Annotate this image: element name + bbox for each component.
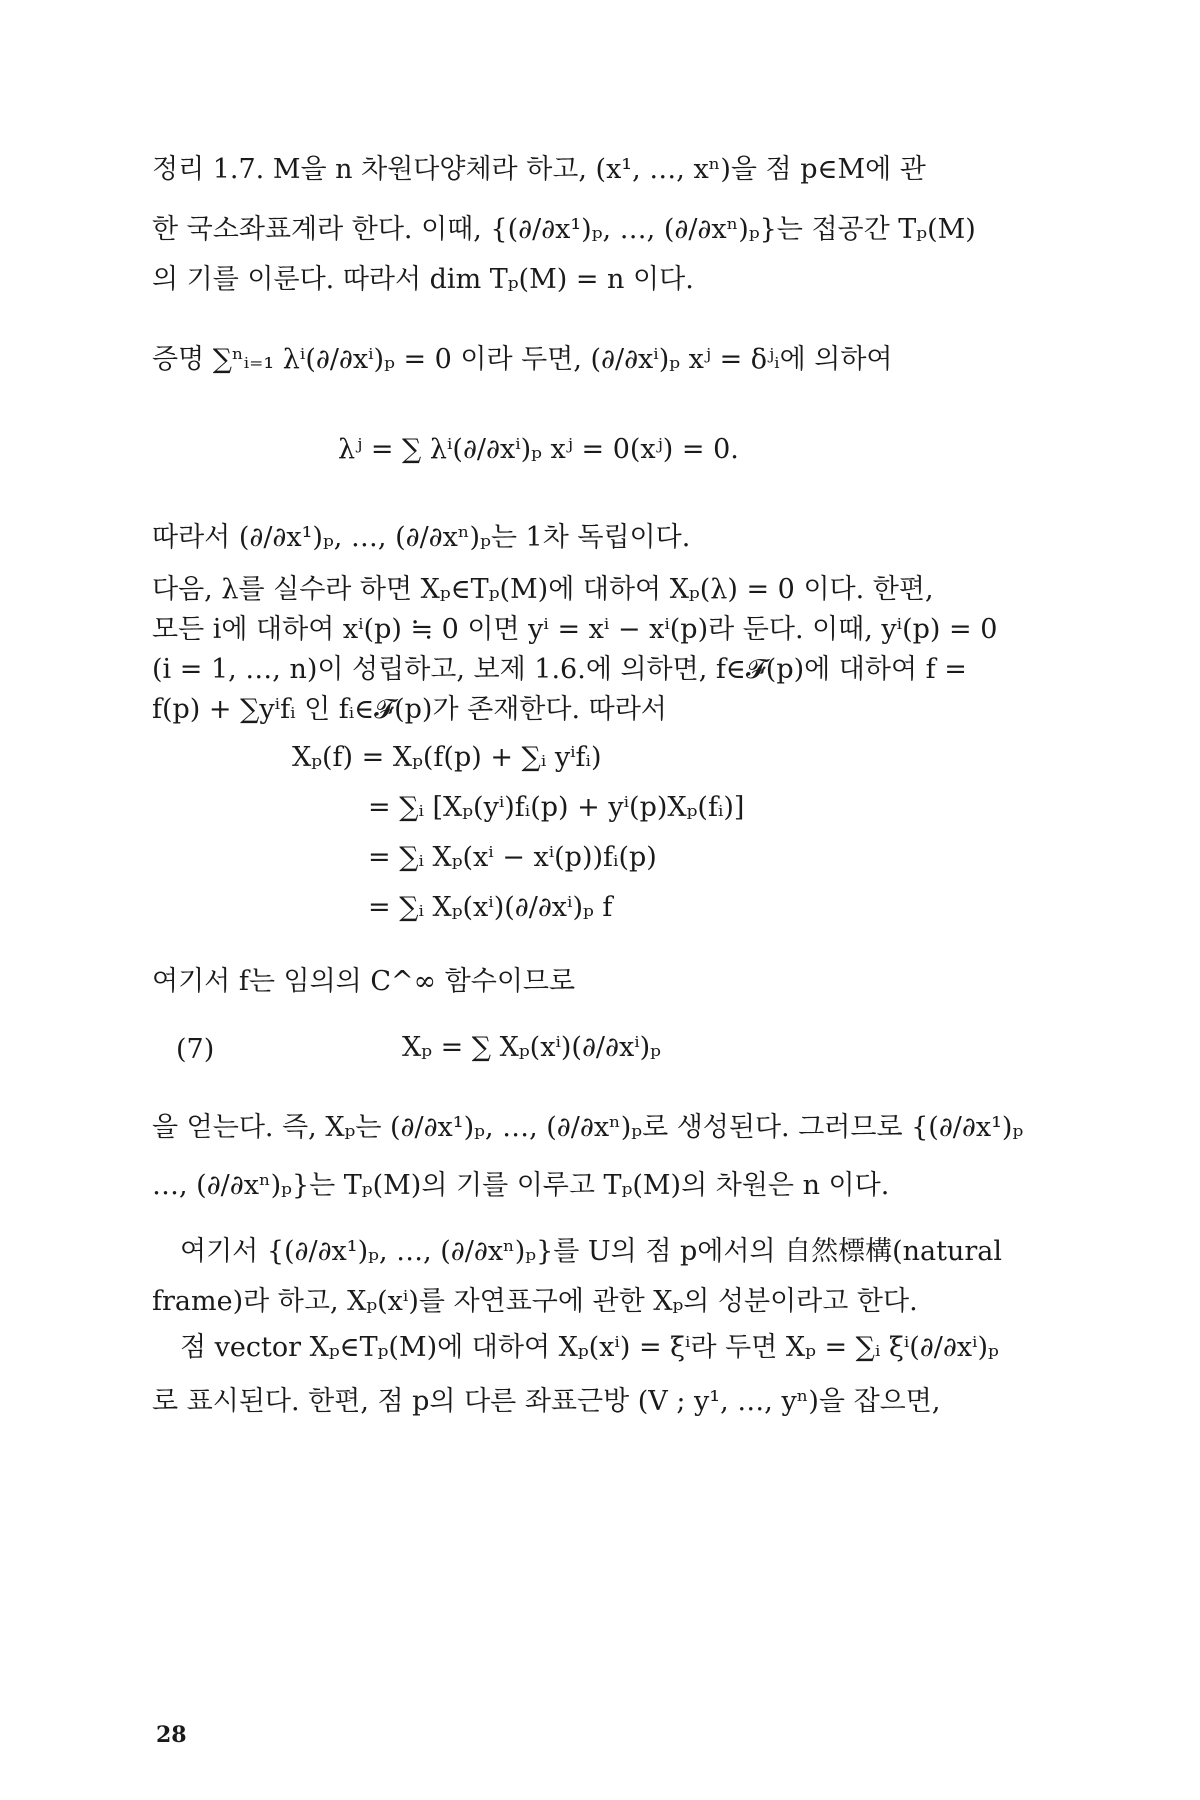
proof-line-2: 따라서 (∂/∂x¹)ₚ, …, (∂/∂xⁿ)ₚ는 1차 독립이다. <box>152 522 691 553</box>
proof-line-8: 을 얻는다. 즉, Xₚ는 (∂/∂x¹)ₚ, …, (∂/∂xⁿ)ₚ로 생성된다. 그러므로 {(∂/∂x¹)ₚ <box>152 1112 1024 1143</box>
proof-line-9: …, (∂/∂xⁿ)ₚ}는 Tₚ(M)의 기를 이루고 Tₚ(M)의 차원은 n 이다. <box>152 1170 890 1201</box>
proof-line-6: f(p) + ∑yⁱfᵢ 인 fᵢ∈𝓕(p)가 존재한다. 따라서 <box>152 694 667 725</box>
proof-line-1: 증명 ∑ⁿᵢ₌₁ λⁱ(∂/∂xⁱ)ₚ = 0 이라 두면, (∂/∂xⁱ)ₚ xʲ = δʲᵢ에 의하여 <box>152 344 893 375</box>
equation-number: (7) <box>176 1034 215 1065</box>
definition-line-4: 로 표시된다. 한편, 점 p의 다른 좌표근방 (V ; y¹, …, yⁿ)을 잡으면, <box>152 1386 941 1417</box>
derivation-line-4: = ∑ᵢ Xₚ(xⁱ)(∂/∂xⁱ)ₚ f <box>368 892 613 923</box>
definition-line-1: 여기서 {(∂/∂x¹)ₚ, …, (∂/∂xⁿ)ₚ}를 U의 점 p에서의 自然標構(natural <box>180 1236 1003 1267</box>
definition-line-3: 점 vector Xₚ∈Tₚ(M)에 대하여 Xₚ(xⁱ) = ξⁱ라 두면 Xₚ = ∑ᵢ ξⁱ(∂/∂xⁱ)ₚ <box>180 1332 999 1363</box>
theorem-line-3: 의 기를 이룬다. 따라서 dim Tₚ(M) = n 이다. <box>152 264 694 295</box>
derivation-line-3: = ∑ᵢ Xₚ(xⁱ − xⁱ(p))fᵢ(p) <box>368 842 657 873</box>
proof-line-3: 다음, λ를 실수라 하면 Xₚ∈Tₚ(M)에 대하여 Xₚ(λ) = 0 이다. 한편, <box>152 574 934 605</box>
equation-7: Xₚ = ∑ Xₚ(xⁱ)(∂/∂xⁱ)ₚ <box>402 1032 661 1063</box>
display-equation-1: λʲ = ∑ λⁱ(∂/∂xⁱ)ₚ xʲ = 0(xʲ) = 0. <box>338 434 739 465</box>
theorem-line-2: 한 국소좌표계라 한다. 이때, {(∂/∂x¹)ₚ, …, (∂/∂xⁿ)ₚ}는 접공간 Tₚ(M) <box>152 214 976 245</box>
proof-line-7: 여기서 f는 임의의 C^∞ 함수이므로 <box>152 966 576 997</box>
page-number: 28 <box>156 1722 187 1748</box>
definition-line-2: frame)라 하고, Xₚ(xⁱ)를 자연표구에 관한 Xₚ의 성분이라고 한다. <box>152 1286 918 1317</box>
proof-line-5: (i = 1, …, n)이 성립하고, 보제 1.6.에 의하면, f∈𝓕(p)에 대하여 f = <box>152 654 967 685</box>
proof-line-4: 모든 i에 대하여 xⁱ(p) ≒ 0 이면 yⁱ = xⁱ − xⁱ(p)라 둔다. 이때, yⁱ(p) = 0 <box>152 614 998 645</box>
derivation-line-1: Xₚ(f) = Xₚ(f(p) + ∑ᵢ yⁱfᵢ) <box>292 742 602 773</box>
derivation-line-2: = ∑ᵢ [Xₚ(yⁱ)fᵢ(p) + yⁱ(p)Xₚ(fᵢ)] <box>368 792 745 823</box>
theorem-line-1: 정리 1.7. M을 n 차원다양체라 하고, (x¹, …, xⁿ)을 점 p∈M에 관 <box>152 154 926 185</box>
